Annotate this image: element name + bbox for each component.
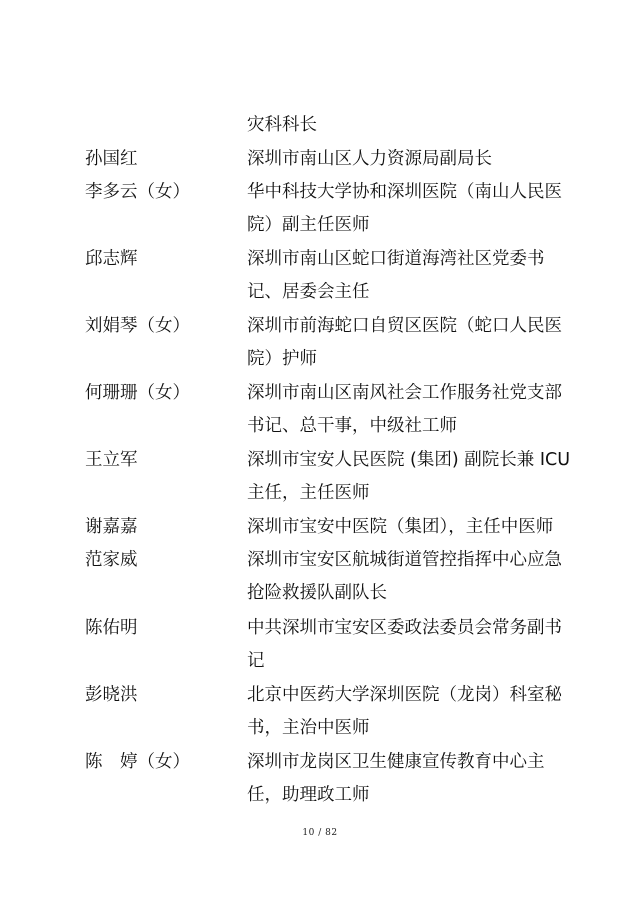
member-title-line: 抢险救援队副队长 (247, 583, 387, 603)
member-title-line: 深圳市南山区人力资源局副局长 (247, 149, 492, 169)
member-title-line: 书，主治中医师 (247, 718, 370, 738)
member-title-line: 华中科技大学协和深圳医院（南山人民医 (247, 182, 562, 202)
page-number: 10 / 82 (302, 828, 338, 838)
member-title-line: 深圳市宝安人民医院 (集团) 副院长兼 ICU (247, 450, 571, 470)
member-title-line: 深圳市宝安中医院（集团），主任中医师 (247, 517, 554, 537)
member-name: 王立军 (85, 450, 138, 470)
member-name: 谢嘉嘉 (85, 517, 138, 537)
member-title-line: 记、居委会主任 (247, 282, 370, 302)
member-title-line: 深圳市南山区蛇口街道海湾社区党委书 (247, 249, 545, 269)
member-title-line: 主任，主任医师 (247, 483, 370, 503)
member-name: 范家威 (85, 550, 138, 570)
member-name: 孙国红 (85, 149, 138, 169)
member-name: 邱志辉 (85, 249, 138, 269)
continuation-line: 灾科科长 (247, 115, 317, 135)
member-title-line: 北京中医药大学深圳医院（龙岗）科室秘 (247, 685, 562, 705)
member-title-line: 深圳市宝安区航城街道管控指挥中心应急 (247, 550, 562, 570)
member-name: 陈 婷（女） (85, 752, 190, 772)
member-title-line: 任，助理政工师 (247, 785, 370, 805)
member-title-line: 深圳市龙岗区卫生健康宣传教育中心主 (247, 752, 545, 772)
member-title-line: 书记、总干事，中级社工师 (247, 416, 457, 436)
member-name: 何珊珊（女） (85, 383, 190, 403)
member-name: 刘娟琴（女） (85, 316, 190, 336)
member-title-line: 记 (247, 651, 265, 671)
member-title-line: 深圳市前海蛇口自贸区医院（蛇口人民医 (247, 316, 562, 336)
member-name: 彭晓洪 (85, 685, 138, 705)
member-name: 陈佑明 (85, 618, 138, 638)
member-title-line: 深圳市南山区南风社会工作服务社党支部 (247, 383, 562, 403)
member-title-line: 中共深圳市宝安区委政法委员会常务副书 (247, 618, 562, 638)
member-title-line: 院）副主任医师 (247, 215, 370, 235)
member-title-line: 院）护师 (247, 349, 317, 369)
member-name: 李多云（女） (85, 182, 190, 202)
